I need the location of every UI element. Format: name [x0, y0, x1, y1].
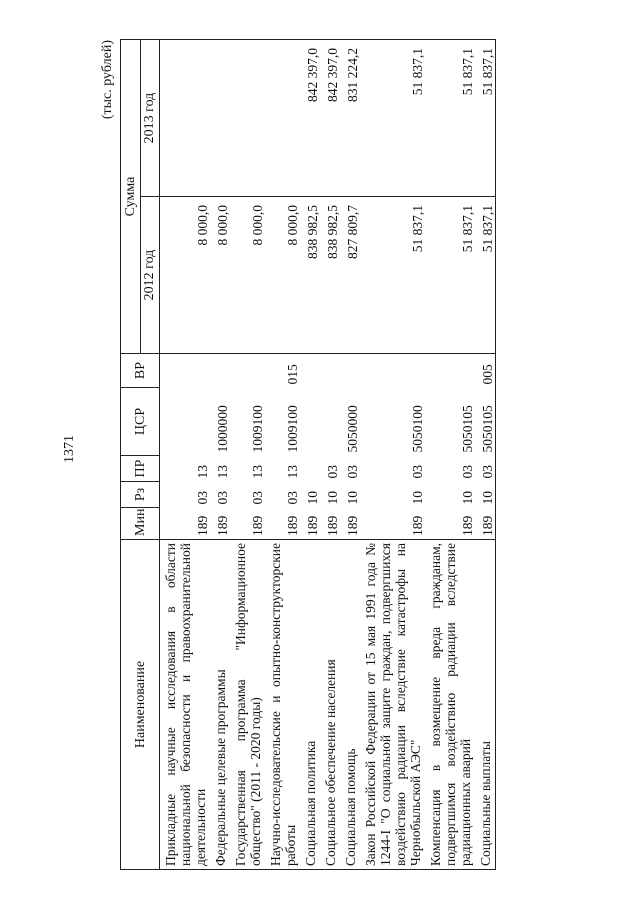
- header-vr: ВР: [121, 354, 160, 388]
- row-rz: 03: [195, 491, 210, 505]
- row-csr: 5050105: [475, 388, 496, 456]
- row-vr: [320, 354, 340, 388]
- row-sum-2012: 51 837,1: [425, 197, 475, 354]
- row-sum-2012: 838 982,5: [300, 197, 320, 354]
- row-pr: 13: [285, 465, 300, 479]
- row-min: 189: [360, 508, 425, 540]
- row-min: 189: [265, 508, 300, 540]
- row-csr: 1009100: [250, 405, 265, 453]
- row-sum-2013: 831 224,2: [340, 40, 360, 197]
- table-row: [300, 40, 320, 870]
- row-name: Закон Российской Федерации от 15 мая 1991 года № 1244-I "О социальной защите граждан, подвергшихся воздействию радиации вследствие катастрофы на Чернобыльской АЭС": [360, 540, 425, 870]
- header-rz: Рз: [121, 482, 160, 508]
- row-rz: 10: [460, 491, 475, 505]
- row-sum-2012: 8 000,0: [210, 197, 230, 354]
- row-csr: 1000000: [215, 405, 230, 453]
- row-sum-2013: [230, 40, 265, 197]
- row-sum-2012: 51 837,1: [360, 197, 425, 354]
- row-vr: [340, 354, 360, 388]
- page-number: 1371: [62, 435, 77, 463]
- row-min: 189: [210, 508, 230, 540]
- units-label: (тыс. рублей): [100, 40, 115, 120]
- table-row: [210, 40, 230, 870]
- row-pr: 03: [460, 465, 475, 479]
- row-rz: 03: [285, 491, 300, 505]
- row-name: Прикладные научные исследования в области национальной безопасности и правоохранительной деятельности: [160, 540, 211, 870]
- header-pr: ПР: [121, 456, 160, 482]
- row-pr: [300, 456, 320, 482]
- row-name: Социальная помощь: [340, 540, 360, 870]
- row-csr: [300, 388, 320, 456]
- row-min: 189: [300, 508, 320, 540]
- row-rz: 10: [475, 482, 496, 508]
- row-csr: [160, 388, 211, 456]
- row-vr: [210, 354, 230, 388]
- row-min: 189: [475, 508, 496, 540]
- table-row: [230, 40, 265, 870]
- row-rz: 10: [410, 491, 425, 505]
- row-rz: 10: [305, 491, 320, 505]
- row-sum-2012: 827 809,7: [340, 197, 360, 354]
- table-row: [160, 40, 211, 870]
- row-sum-2013: [265, 40, 300, 197]
- row-pr: 03: [410, 465, 425, 479]
- row-sum-2013: [160, 40, 211, 197]
- row-pr: 03: [325, 465, 340, 479]
- table-row: [265, 40, 300, 870]
- row-sum-2013: 51 837,1: [360, 40, 425, 197]
- row-name: Социальная политика: [300, 540, 320, 870]
- row-vr: [300, 354, 320, 388]
- row-name: Научно-исследовательские и опытно-конструкторские работы: [265, 540, 300, 870]
- row-pr: 13: [195, 465, 210, 479]
- row-rz: 03: [250, 491, 265, 505]
- table-row: [340, 40, 360, 870]
- row-vr: [230, 354, 265, 388]
- row-sum-2013: 842 397,0: [320, 40, 340, 197]
- row-pr: 03: [345, 465, 360, 479]
- row-csr: 1009100: [285, 405, 300, 453]
- row-sum-2012: 8 000,0: [230, 197, 265, 354]
- row-sum-2013: 51 837,1: [425, 40, 475, 197]
- row-csr: 5050105: [460, 405, 475, 453]
- row-name: Государственная программа "Информационное общество" (2011 - 2020 годы): [230, 540, 265, 870]
- row-sum-2012: 8 000,0: [265, 197, 300, 354]
- row-name: Социальное обеспечение населения: [320, 540, 340, 870]
- row-sum-2012: 51 837,1: [475, 197, 496, 354]
- budget-table: [120, 39, 496, 870]
- row-vr: [160, 354, 211, 388]
- header-2012: 2012 год: [140, 197, 160, 354]
- budget-sheet: [100, 40, 625, 870]
- table-body: [160, 40, 496, 870]
- table-row: [475, 40, 496, 870]
- row-min: 189: [230, 508, 265, 540]
- row-min: 189: [425, 508, 475, 540]
- table-row: [425, 40, 475, 870]
- row-name: Федеральные целевые программы: [210, 540, 230, 870]
- row-pr: 03: [475, 456, 496, 482]
- row-sum-2012: 8 000,0: [160, 197, 211, 354]
- row-csr: 5050000: [345, 405, 360, 453]
- row-rz: 10: [345, 491, 360, 505]
- header-min: Мин: [121, 508, 160, 540]
- header-csr: ЦСР: [121, 388, 160, 456]
- row-min: 189: [160, 508, 211, 540]
- row-vr: [360, 354, 425, 388]
- row-pr: 13: [250, 465, 265, 479]
- row-rz: 10: [325, 491, 340, 505]
- row-vr: 015: [265, 354, 300, 388]
- row-sum-2012: 838 982,5: [320, 197, 340, 354]
- row-vr: [425, 354, 475, 388]
- row-sum-2013: 51 837,1: [475, 40, 496, 197]
- table-row: [360, 40, 425, 870]
- row-rz: 03: [215, 491, 230, 505]
- header-name: Наименование: [121, 540, 160, 870]
- row-csr: [320, 388, 340, 456]
- row-pr: 13: [215, 465, 230, 479]
- header-sum: Сумма: [121, 40, 141, 354]
- row-min: 189: [320, 508, 340, 540]
- row-name: Компенсация в возмещение вреда гражданам, подвергшимся воздействию радиации вследствие радиационных аварий: [425, 540, 475, 870]
- table-row: [320, 40, 340, 870]
- row-sum-2013: 842 397,0: [300, 40, 320, 197]
- row-vr: 005: [475, 354, 496, 388]
- row-min: 189: [340, 508, 360, 540]
- row-csr: 5050100: [410, 405, 425, 453]
- header-2013: 2013 год: [140, 40, 160, 197]
- row-sum-2013: [210, 40, 230, 197]
- row-name: Социальные выплаты: [475, 540, 496, 870]
